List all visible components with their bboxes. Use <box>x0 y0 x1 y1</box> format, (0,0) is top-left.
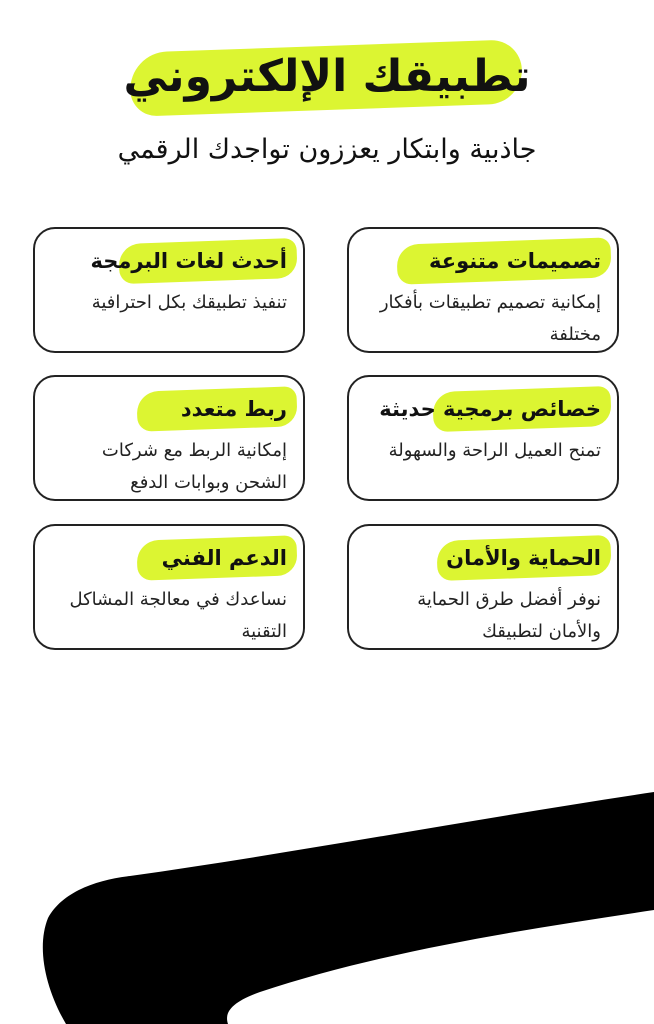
card-title: الحماية والأمان <box>446 546 601 570</box>
card-title: الدعم الفني <box>161 546 287 570</box>
card-title: تصميمات متنوعة <box>429 249 601 273</box>
decorative-shape <box>0 780 654 1024</box>
card-title: خصائص برمجية حديثة <box>379 397 601 421</box>
card-title: أحدث لغات البرمجة <box>90 249 287 273</box>
feature-card-languages <box>33 227 305 353</box>
feature-card-features <box>347 375 619 501</box>
card-description: نساعدك في معالجة المشاكل التقنية <box>69 589 287 642</box>
card-description: تمنح العميل الراحة والسهولة <box>388 440 601 461</box>
card-description: نوفر أفضل طرق الحماية والأمان لتطبيقك <box>417 589 601 642</box>
feature-card-integration <box>33 375 305 501</box>
feature-card-security <box>347 524 619 650</box>
feature-card-support <box>33 524 305 650</box>
card-description: إمكانية الربط مع شركات الشحن وبوابات الدفع <box>101 440 287 493</box>
card-title: ربط متعدد <box>180 397 287 421</box>
card-description: تنفيذ تطبيقك بكل احترافية <box>91 292 287 313</box>
page-subtitle: جاذبية وابتكار يعززون تواجدك الرقمي <box>117 134 537 165</box>
feature-card-designs <box>347 227 619 353</box>
card-description: إمكانية تصميم تطبيقات بأفكار مختلفة <box>379 292 601 345</box>
page-title: تطبيقك الإلكتروني <box>123 51 531 102</box>
title-area <box>0 38 654 118</box>
